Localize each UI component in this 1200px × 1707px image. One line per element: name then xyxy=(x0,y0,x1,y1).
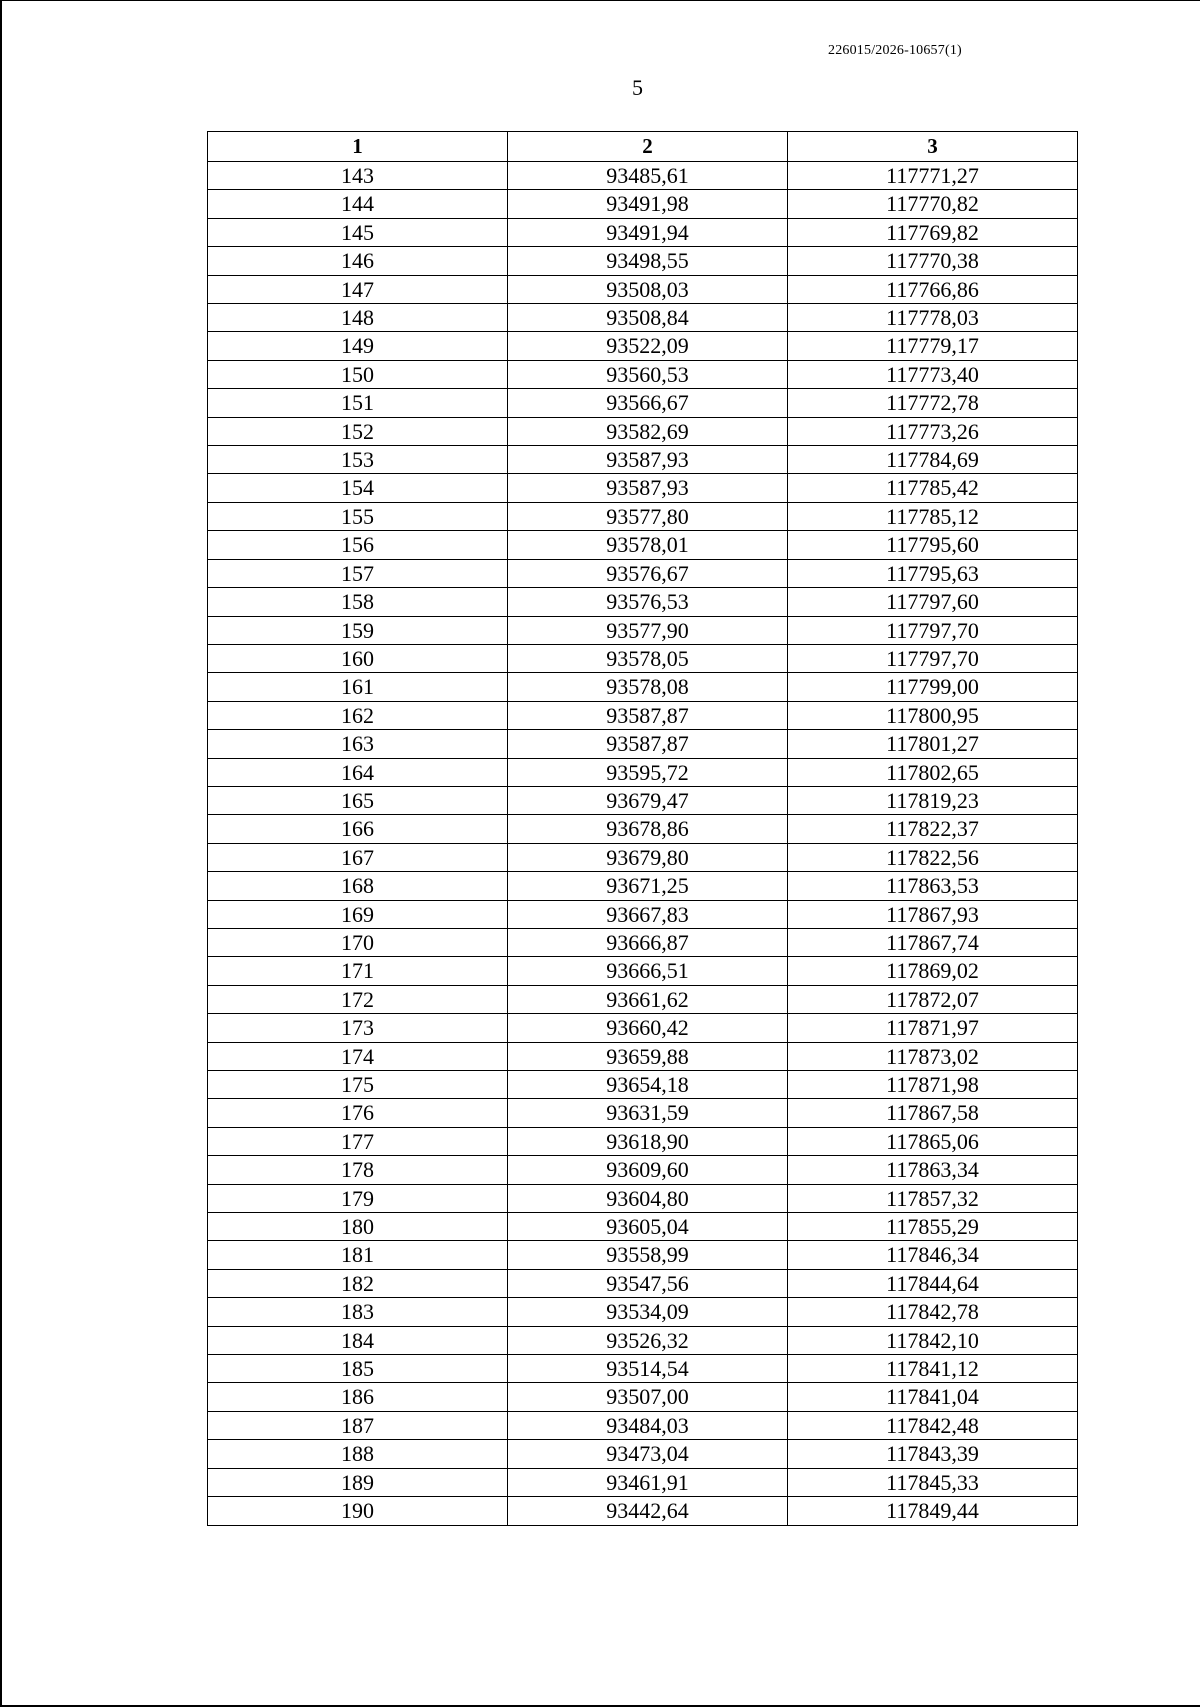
y-coordinate-cell: 117872,07 xyxy=(788,985,1078,1013)
document-id: 226015/2026-10657(1) xyxy=(828,43,962,58)
table-row xyxy=(208,957,1078,985)
y-coordinate-cell: 117801,27 xyxy=(788,730,1078,758)
x-coordinate-cell: 93576,53 xyxy=(508,588,788,616)
y-coordinate-cell: 117771,27 xyxy=(788,162,1078,190)
table-row xyxy=(208,588,1078,616)
y-coordinate-cell: 117841,04 xyxy=(788,1383,1078,1411)
point-number-cell: 173 xyxy=(208,1014,508,1042)
y-coordinate-cell: 117770,38 xyxy=(788,247,1078,275)
point-number-cell: 162 xyxy=(208,701,508,729)
coordinates-table xyxy=(207,131,1078,1526)
y-coordinate-cell: 117799,00 xyxy=(788,673,1078,701)
y-coordinate-cell: 117871,97 xyxy=(788,1014,1078,1042)
y-coordinate-cell: 117797,70 xyxy=(788,644,1078,672)
x-coordinate-cell: 93604,80 xyxy=(508,1184,788,1212)
table-row xyxy=(208,1326,1078,1354)
table-row xyxy=(208,417,1078,445)
point-number-cell: 179 xyxy=(208,1184,508,1212)
y-coordinate-cell: 117844,64 xyxy=(788,1269,1078,1297)
x-coordinate-cell: 93576,67 xyxy=(508,559,788,587)
table-row xyxy=(208,1042,1078,1070)
point-number-cell: 184 xyxy=(208,1326,508,1354)
point-number-cell: 145 xyxy=(208,218,508,246)
table-row xyxy=(208,531,1078,559)
table-row xyxy=(208,1383,1078,1411)
table-row xyxy=(208,843,1078,871)
point-number-cell: 183 xyxy=(208,1298,508,1326)
x-coordinate-cell: 93485,61 xyxy=(508,162,788,190)
y-coordinate-cell: 117845,33 xyxy=(788,1468,1078,1496)
table-row xyxy=(208,446,1078,474)
table-row xyxy=(208,985,1078,1013)
point-number-cell: 189 xyxy=(208,1468,508,1496)
table-row xyxy=(208,1127,1078,1155)
x-coordinate-cell: 93582,69 xyxy=(508,417,788,445)
y-coordinate-cell: 117846,34 xyxy=(788,1241,1078,1269)
y-coordinate-cell: 117842,48 xyxy=(788,1411,1078,1439)
x-coordinate-cell: 93491,94 xyxy=(508,218,788,246)
y-coordinate-cell: 117857,32 xyxy=(788,1184,1078,1212)
x-coordinate-cell: 93666,51 xyxy=(508,957,788,985)
point-number-cell: 149 xyxy=(208,332,508,360)
table-row xyxy=(208,389,1078,417)
table-row xyxy=(208,1411,1078,1439)
point-number-cell: 152 xyxy=(208,417,508,445)
page-number: 5 xyxy=(632,75,643,100)
point-number-cell: 180 xyxy=(208,1213,508,1241)
table-header-row xyxy=(208,132,1078,162)
table-row xyxy=(208,1071,1078,1099)
point-number-cell: 156 xyxy=(208,531,508,559)
x-coordinate-cell: 93547,56 xyxy=(508,1269,788,1297)
x-coordinate-cell: 93484,03 xyxy=(508,1411,788,1439)
table-row xyxy=(208,730,1078,758)
y-coordinate-cell: 117822,56 xyxy=(788,843,1078,871)
table-row xyxy=(208,1497,1078,1525)
table-row xyxy=(208,1298,1078,1326)
x-coordinate-cell: 93498,55 xyxy=(508,247,788,275)
x-coordinate-cell: 93659,88 xyxy=(508,1042,788,1070)
table-row xyxy=(208,673,1078,701)
table-row xyxy=(208,190,1078,218)
y-coordinate-cell: 117842,78 xyxy=(788,1298,1078,1326)
point-number-cell: 153 xyxy=(208,446,508,474)
point-number-cell: 172 xyxy=(208,985,508,1013)
table-row xyxy=(208,1468,1078,1496)
table-row xyxy=(208,332,1078,360)
table-row xyxy=(208,1241,1078,1269)
table-row xyxy=(208,275,1078,303)
table-row xyxy=(208,1184,1078,1212)
y-coordinate-cell: 117785,42 xyxy=(788,474,1078,502)
x-coordinate-cell: 93587,93 xyxy=(508,474,788,502)
table-row xyxy=(208,360,1078,388)
point-number-cell: 182 xyxy=(208,1269,508,1297)
table-row xyxy=(208,758,1078,786)
x-coordinate-cell: 93609,60 xyxy=(508,1156,788,1184)
y-coordinate-cell: 117795,60 xyxy=(788,531,1078,559)
point-number-cell: 174 xyxy=(208,1042,508,1070)
table-row xyxy=(208,786,1078,814)
column-header-3: 3 xyxy=(788,132,1078,162)
y-coordinate-cell: 117863,53 xyxy=(788,872,1078,900)
point-number-cell: 170 xyxy=(208,928,508,956)
table-row xyxy=(208,1014,1078,1042)
y-coordinate-cell: 117779,17 xyxy=(788,332,1078,360)
point-number-cell: 186 xyxy=(208,1383,508,1411)
x-coordinate-cell: 93660,42 xyxy=(508,1014,788,1042)
x-coordinate-cell: 93507,00 xyxy=(508,1383,788,1411)
y-coordinate-cell: 117871,98 xyxy=(788,1071,1078,1099)
x-coordinate-cell: 93679,47 xyxy=(508,786,788,814)
x-coordinate-cell: 93667,83 xyxy=(508,900,788,928)
x-coordinate-cell: 93577,80 xyxy=(508,502,788,530)
x-coordinate-cell: 93587,87 xyxy=(508,701,788,729)
x-coordinate-cell: 93473,04 xyxy=(508,1440,788,1468)
x-coordinate-cell: 93661,62 xyxy=(508,985,788,1013)
point-number-cell: 187 xyxy=(208,1411,508,1439)
point-number-cell: 165 xyxy=(208,786,508,814)
point-number-cell: 154 xyxy=(208,474,508,502)
x-coordinate-cell: 93587,87 xyxy=(508,730,788,758)
x-coordinate-cell: 93654,18 xyxy=(508,1071,788,1099)
y-coordinate-cell: 117773,26 xyxy=(788,417,1078,445)
point-number-cell: 175 xyxy=(208,1071,508,1099)
point-number-cell: 171 xyxy=(208,957,508,985)
x-coordinate-cell: 93508,03 xyxy=(508,275,788,303)
point-number-cell: 143 xyxy=(208,162,508,190)
x-coordinate-cell: 93678,86 xyxy=(508,815,788,843)
point-number-cell: 169 xyxy=(208,900,508,928)
x-coordinate-cell: 93577,90 xyxy=(508,616,788,644)
point-number-cell: 159 xyxy=(208,616,508,644)
table-row xyxy=(208,247,1078,275)
x-coordinate-cell: 93595,72 xyxy=(508,758,788,786)
y-coordinate-cell: 117778,03 xyxy=(788,304,1078,332)
x-coordinate-cell: 93491,98 xyxy=(508,190,788,218)
table-row xyxy=(208,1440,1078,1468)
column-header-1: 1 xyxy=(208,132,508,162)
y-coordinate-cell: 117873,02 xyxy=(788,1042,1078,1070)
x-coordinate-cell: 93508,84 xyxy=(508,304,788,332)
table-row xyxy=(208,474,1078,502)
point-number-cell: 160 xyxy=(208,644,508,672)
table-body xyxy=(208,162,1078,1526)
table-row xyxy=(208,644,1078,672)
x-coordinate-cell: 93605,04 xyxy=(508,1213,788,1241)
point-number-cell: 190 xyxy=(208,1497,508,1525)
point-number-cell: 188 xyxy=(208,1440,508,1468)
table-row xyxy=(208,701,1078,729)
x-coordinate-cell: 93534,09 xyxy=(508,1298,788,1326)
y-coordinate-cell: 117797,60 xyxy=(788,588,1078,616)
table-row xyxy=(208,1355,1078,1383)
y-coordinate-cell: 117842,10 xyxy=(788,1326,1078,1354)
x-coordinate-cell: 93618,90 xyxy=(508,1127,788,1155)
point-number-cell: 166 xyxy=(208,815,508,843)
table-row xyxy=(208,559,1078,587)
point-number-cell: 151 xyxy=(208,389,508,417)
point-number-cell: 161 xyxy=(208,673,508,701)
y-coordinate-cell: 117769,82 xyxy=(788,218,1078,246)
y-coordinate-cell: 117773,40 xyxy=(788,360,1078,388)
point-number-cell: 168 xyxy=(208,872,508,900)
x-coordinate-cell: 93578,05 xyxy=(508,644,788,672)
y-coordinate-cell: 117841,12 xyxy=(788,1355,1078,1383)
column-header-2: 2 xyxy=(508,132,788,162)
table-row xyxy=(208,900,1078,928)
x-coordinate-cell: 93442,64 xyxy=(508,1497,788,1525)
table-row xyxy=(208,1213,1078,1241)
x-coordinate-cell: 93558,99 xyxy=(508,1241,788,1269)
y-coordinate-cell: 117855,29 xyxy=(788,1213,1078,1241)
x-coordinate-cell: 93566,67 xyxy=(508,389,788,417)
point-number-cell: 185 xyxy=(208,1355,508,1383)
point-number-cell: 177 xyxy=(208,1127,508,1155)
point-number-cell: 176 xyxy=(208,1099,508,1127)
y-coordinate-cell: 117802,65 xyxy=(788,758,1078,786)
y-coordinate-cell: 117863,34 xyxy=(788,1156,1078,1184)
x-coordinate-cell: 93631,59 xyxy=(508,1099,788,1127)
y-coordinate-cell: 117766,86 xyxy=(788,275,1078,303)
y-coordinate-cell: 117849,44 xyxy=(788,1497,1078,1525)
y-coordinate-cell: 117797,70 xyxy=(788,616,1078,644)
y-coordinate-cell: 117865,06 xyxy=(788,1127,1078,1155)
point-number-cell: 163 xyxy=(208,730,508,758)
x-coordinate-cell: 93671,25 xyxy=(508,872,788,900)
table-row xyxy=(208,928,1078,956)
x-coordinate-cell: 93666,87 xyxy=(508,928,788,956)
y-coordinate-cell: 117772,78 xyxy=(788,389,1078,417)
point-number-cell: 150 xyxy=(208,360,508,388)
table-row xyxy=(208,1099,1078,1127)
y-coordinate-cell: 117784,69 xyxy=(788,446,1078,474)
table-row xyxy=(208,1269,1078,1297)
table-row xyxy=(208,1156,1078,1184)
table-row xyxy=(208,616,1078,644)
point-number-cell: 164 xyxy=(208,758,508,786)
point-number-cell: 178 xyxy=(208,1156,508,1184)
point-number-cell: 167 xyxy=(208,843,508,871)
x-coordinate-cell: 93587,93 xyxy=(508,446,788,474)
y-coordinate-cell: 117795,63 xyxy=(788,559,1078,587)
point-number-cell: 147 xyxy=(208,275,508,303)
point-number-cell: 148 xyxy=(208,304,508,332)
y-coordinate-cell: 117770,82 xyxy=(788,190,1078,218)
x-coordinate-cell: 93578,01 xyxy=(508,531,788,559)
table-row xyxy=(208,162,1078,190)
x-coordinate-cell: 93522,09 xyxy=(508,332,788,360)
table-row xyxy=(208,218,1078,246)
point-number-cell: 181 xyxy=(208,1241,508,1269)
y-coordinate-cell: 117867,93 xyxy=(788,900,1078,928)
table-row xyxy=(208,304,1078,332)
y-coordinate-cell: 117867,74 xyxy=(788,928,1078,956)
x-coordinate-cell: 93578,08 xyxy=(508,673,788,701)
point-number-cell: 158 xyxy=(208,588,508,616)
table-row xyxy=(208,502,1078,530)
y-coordinate-cell: 117867,58 xyxy=(788,1099,1078,1127)
y-coordinate-cell: 117843,39 xyxy=(788,1440,1078,1468)
table-row xyxy=(208,872,1078,900)
x-coordinate-cell: 93679,80 xyxy=(508,843,788,871)
y-coordinate-cell: 117819,23 xyxy=(788,786,1078,814)
x-coordinate-cell: 93560,53 xyxy=(508,360,788,388)
x-coordinate-cell: 93514,54 xyxy=(508,1355,788,1383)
x-coordinate-cell: 93526,32 xyxy=(508,1326,788,1354)
y-coordinate-cell: 117800,95 xyxy=(788,701,1078,729)
y-coordinate-cell: 117785,12 xyxy=(788,502,1078,530)
x-coordinate-cell: 93461,91 xyxy=(508,1468,788,1496)
table-row xyxy=(208,815,1078,843)
y-coordinate-cell: 117869,02 xyxy=(788,957,1078,985)
point-number-cell: 146 xyxy=(208,247,508,275)
y-coordinate-cell: 117822,37 xyxy=(788,815,1078,843)
point-number-cell: 157 xyxy=(208,559,508,587)
point-number-cell: 144 xyxy=(208,190,508,218)
point-number-cell: 155 xyxy=(208,502,508,530)
